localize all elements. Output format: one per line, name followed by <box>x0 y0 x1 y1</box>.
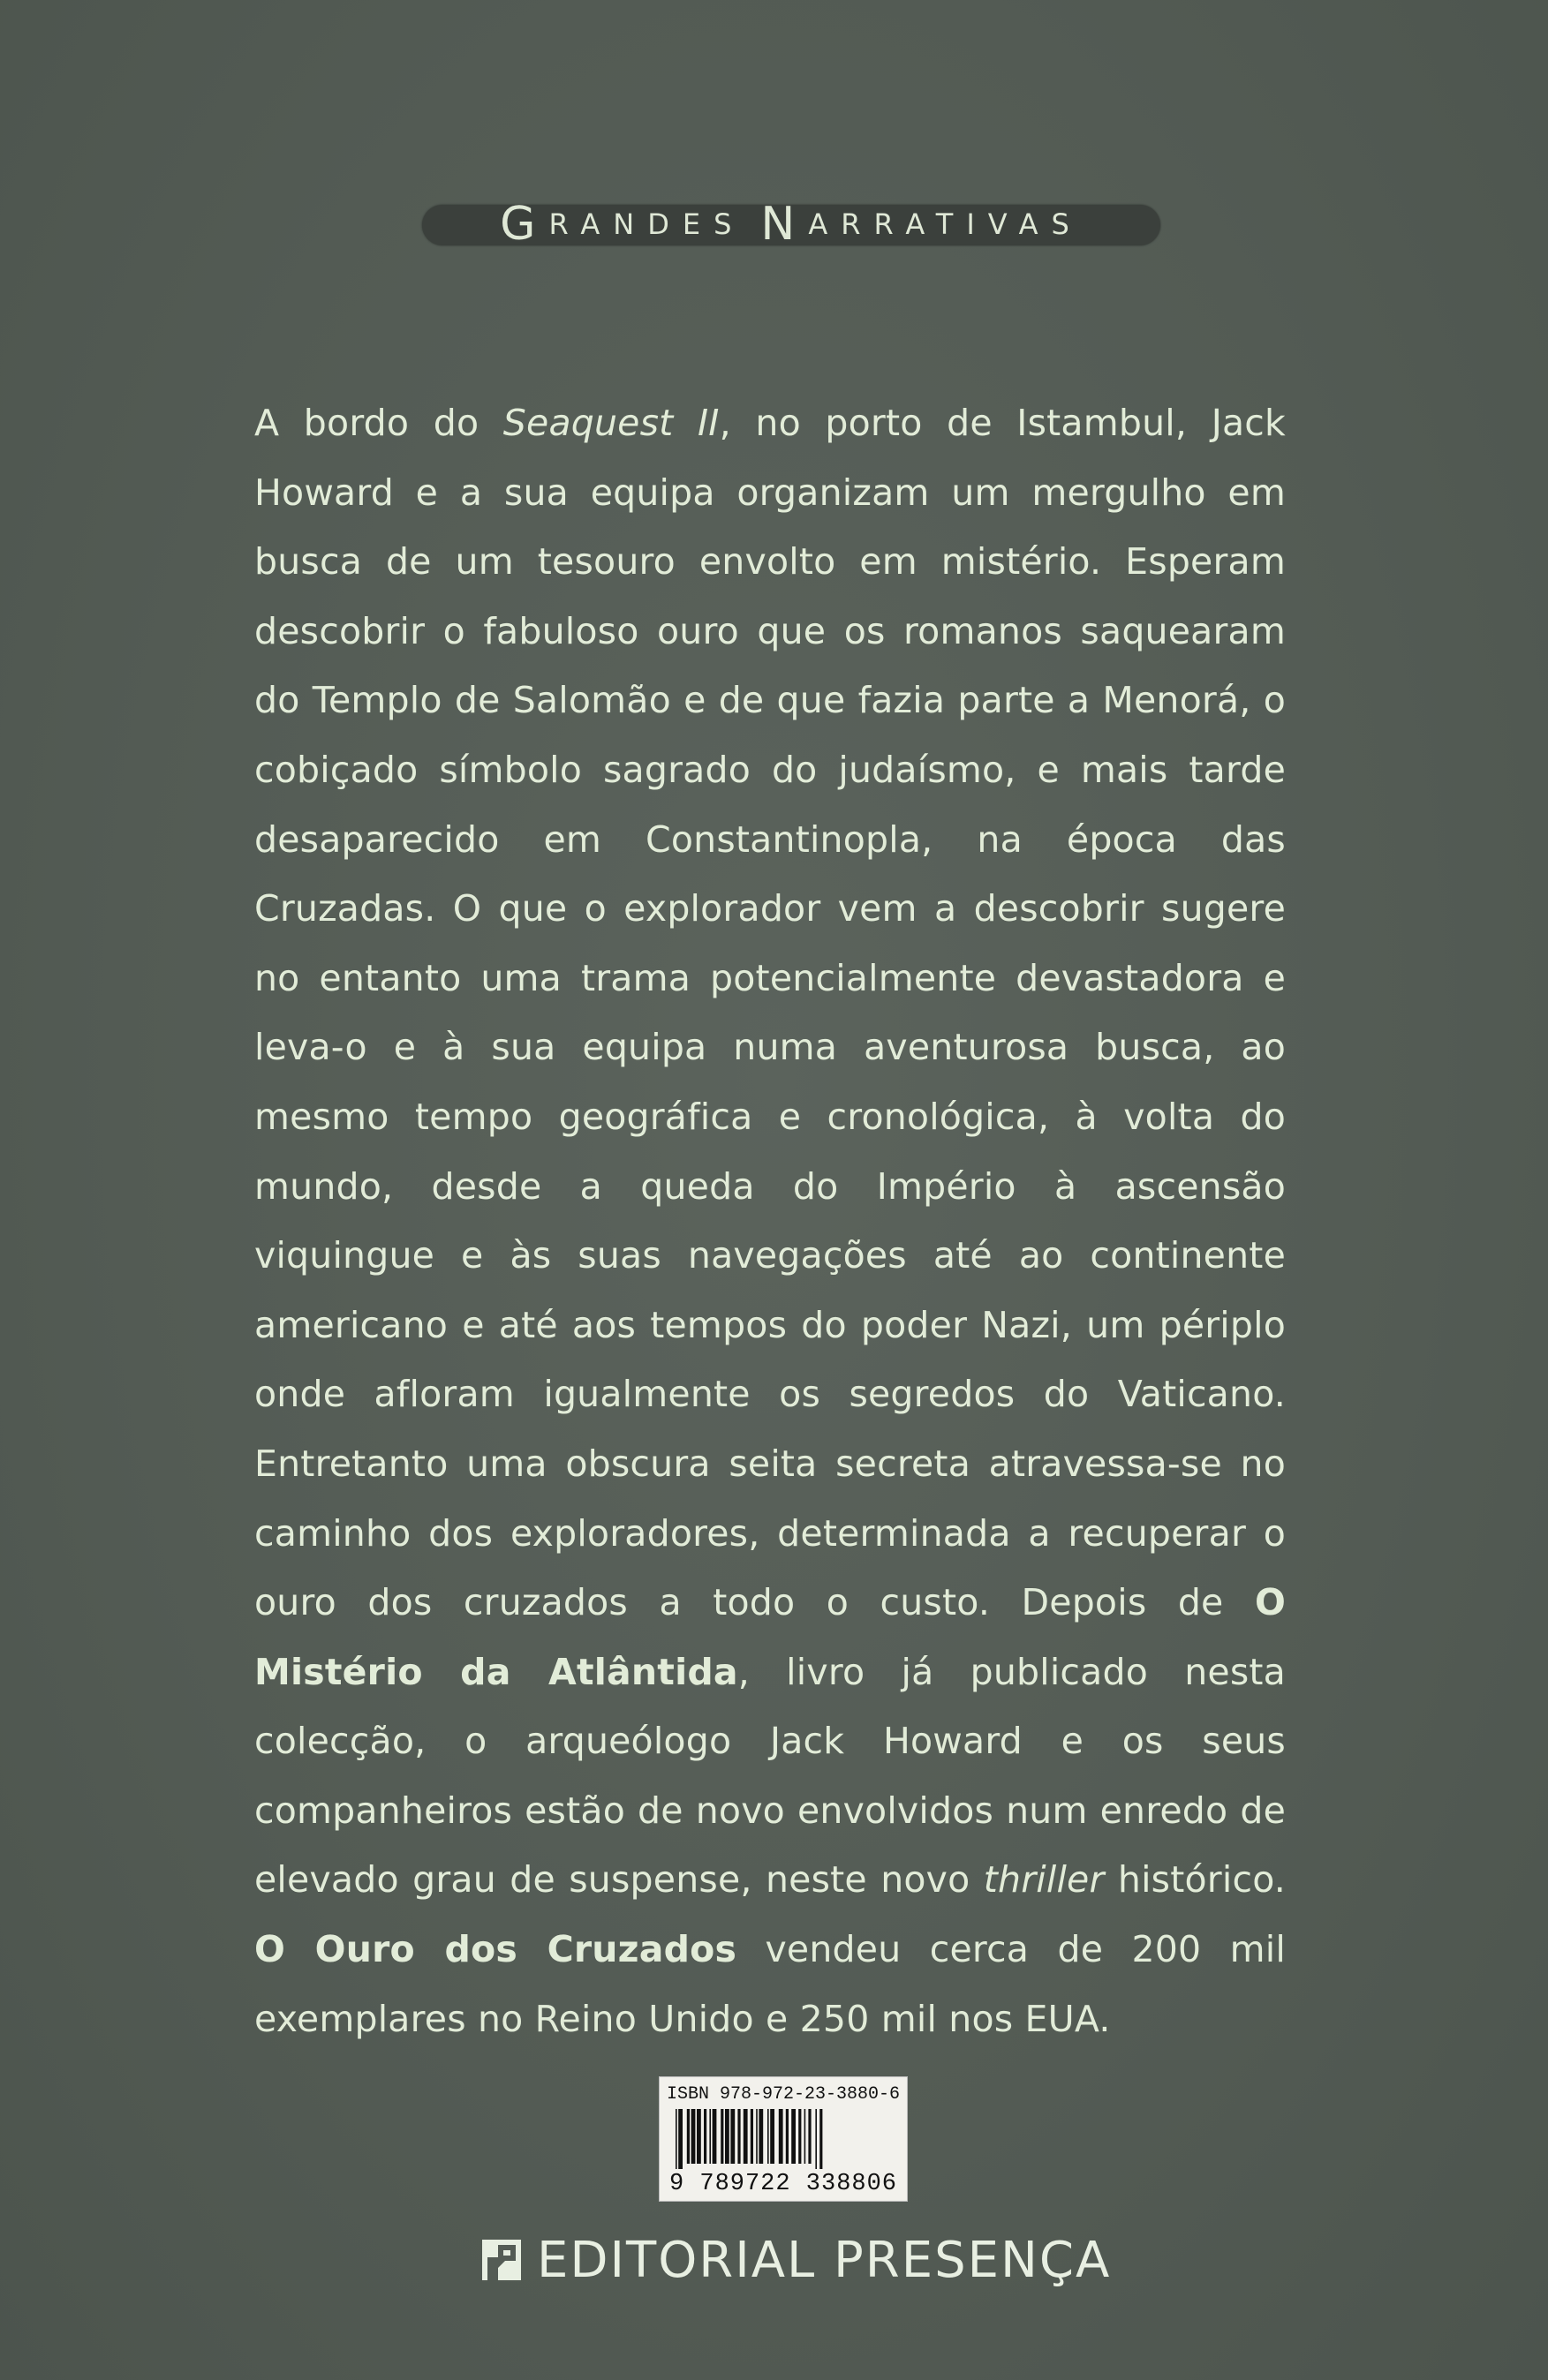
publisher-name: EDITORIAL PRESENÇA <box>537 2231 1112 2289</box>
barcode-digits: 9 789722 338806 <box>668 2171 898 2197</box>
barcode-bar <box>756 2109 758 2164</box>
barcode-bar <box>770 2109 774 2164</box>
barcode-bar <box>744 2109 748 2164</box>
barcode-bar <box>819 2109 822 2169</box>
barcode-bar <box>721 2109 723 2164</box>
book-synopsis: A bordo do Seaquest II, no porto de Istambul, Jack Howard e a sua equipa organizam um mergulho em busca de um tesouro envolto em mistério. Esperam descobrir o fabuloso ouro que os romanos saquearam do Templo de Salomão e de que fazia parte a Menorá, o cobiçado símbolo sagrado do judaísmo, e mais tarde desaparecido em Constantinopla, na época das Cruzadas. O que o explorador vem a descobrir sugere no entanto uma trama potencialmente devastadora e leva-o e à sua equipa numa aventurosa busca, ao mesmo tempo geográfica e cronológica, à volta do mundo, desde a queda do Império à ascensão viquingue e às suas navegações até ao continente americano e até aos tempos do poder Nazi, um périplo onde afloram igualmente os segredos do Vaticano. Entretanto uma obscura seita secreta atravessa-se no caminho dos exploradores, determinada a recuperar o ouro dos cruzados a todo o custo. Depois de O Mistério da Atlântida, livro já publicado nesta colecção, o arqueólogo Jack Howard e os seus companheiros estão de novo envolvidos num enredo de elevado grau de suspense, neste novo thriller histórico. O Ouro dos Cruzados vendeu cerca de 200 mil exemplares no Reino Unido e 250 mil nos EUA. <box>254 402 1286 2040</box>
barcode-bar <box>730 2109 735 2164</box>
barcode-bar <box>691 2109 696 2164</box>
barcode-bar <box>759 2109 763 2164</box>
genre-word: thriller <box>983 1858 1105 1902</box>
barcode-bar <box>709 2109 711 2164</box>
barcode-bar <box>779 2109 783 2164</box>
series-title: G RANDES N ARRATIVAS <box>500 198 1083 251</box>
barcode-bar <box>678 2109 683 2169</box>
barcode-bar <box>697 2109 701 2164</box>
book-title: O Ouro dos Cruzados <box>254 1928 737 1971</box>
publisher-logo-icon <box>482 2240 521 2280</box>
previous-book-title: O Mistério da Atlântida <box>254 1581 1286 1693</box>
barcode-bars <box>672 2109 895 2169</box>
barcode-bar <box>791 2109 796 2164</box>
isbn-label: ISBN 978-972-23-3880-6 <box>666 2084 901 2105</box>
publisher-imprint <box>482 2231 1112 2289</box>
barcode-bar <box>808 2109 811 2164</box>
barcode-bar <box>737 2109 740 2164</box>
barcode-bar <box>798 2109 801 2164</box>
barcode-bar <box>751 2109 753 2164</box>
isbn-barcode <box>659 2076 908 2202</box>
barcode-bar <box>704 2109 706 2164</box>
barcode-bar <box>713 2109 717 2164</box>
barcode-bar <box>725 2109 729 2164</box>
ship-name: Seaquest II <box>502 402 720 444</box>
barcode-bar <box>804 2109 806 2164</box>
barcode-bar <box>676 2109 677 2169</box>
barcode-bar <box>687 2109 690 2164</box>
barcode-bar <box>786 2109 789 2164</box>
barcode-bar <box>815 2109 817 2169</box>
barcode-bar <box>767 2109 769 2164</box>
